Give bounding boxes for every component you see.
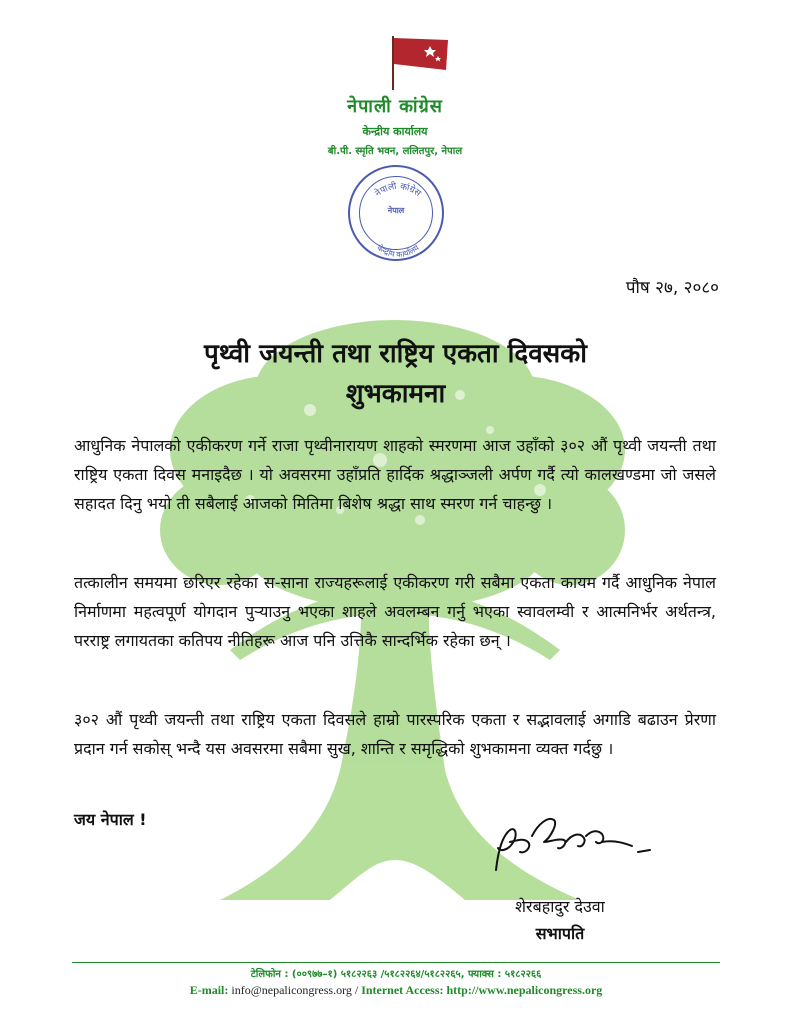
- body-paragraph-3: ३०२ औं पृथ्वी जयन्ती तथा राष्ट्रिय एकता दिवसले हाम्रो पारस्परिक एकता र सद्भावलाई अगाडि बढाउन प्रेरणा प्रदान गर्न सकोस् भन्दै यस अवसरमा सबैमा सुख, शान्ति र समृद्धिको शुभकामना व्यक्त गर्दछु ।: [74, 710, 716, 758]
- footer-divider: [72, 962, 720, 963]
- body-paragraph-2: तत्कालीन समयमा छरिएर रहेका स-साना राज्यहरूलाई एकीकरण गरी सबैमा एकता कायम गर्दै आधुनिक नेपाल निर्माणमा महत्वपूर्ण योगदान पुऱ्याउनु भएका शाहले अवलम्बन गर्नु भएका स्वावलम्वी र आत्मनिर्भर अर्थतन्त्र, परराष्ट्र लगायतका कतिपय नीतिहरू आज पनि उत्तिकै सान्दर्भिक रहेका छन् ।: [74, 573, 716, 650]
- office-address: बी.पी. स्मृति भवन, ललितपुर, नेपाल: [327, 146, 463, 157]
- stamp-center-text: नेपाल: [387, 206, 405, 215]
- svg-text:नेपाली कांग्रेस: [372, 180, 423, 200]
- stamp-top-text: नेपाली कांग्रेस: [373, 181, 423, 200]
- office-name: केन्द्रीय कार्यालय: [362, 125, 428, 138]
- footer-web-link[interactable]: http://www.nepalicongress.org: [446, 983, 603, 997]
- letter-title-line-2: शुभकामना: [345, 379, 446, 409]
- footer-contact: [72, 983, 720, 998]
- footer-separator: /: [351, 983, 362, 997]
- body-paragraph-1: आधुनिक नेपालको एकीकरण गर्ने राजा पृथ्वीनारायण शाहको स्मरणमा आज उहाँको ३०२ औं पृथ्वी जयन्ती तथा राष्ट्रिय एकता दिवस मनाइदैछ । यो अवसरमा उहाँप्रति हार्दिक श्रद्धाञ्जली अर्पण गर्दै त्यो कालखण्डमा जो जसले सहादत दिनु भयो ती सबैलाई आजको मितिमा बिशेष श्रद्धा साथ स्मरण गर्न चाहन्छु ।: [74, 436, 716, 513]
- footer-phone-fax: टेलिफोन : (००९७७–१) ५१८२२६३ /५१८२२६४/५१८२२६५, फ्याक्स : ५१८२२६६: [250, 969, 542, 980]
- svg-text:केन्द्रीय कार्यालय: [375, 242, 421, 259]
- letter-date: पौष २७, २०८०: [625, 278, 719, 298]
- handwritten-signature: [488, 812, 658, 874]
- letter-title-line-1: पृथ्वी जयन्ती तथा राष्ट्रिय एकता दिवसको: [204, 339, 587, 369]
- signer-title: सभापति: [535, 924, 585, 943]
- stamp-bottom-text: केन्द्रीय कार्यालय: [375, 243, 421, 260]
- footer-email-link[interactable]: info@nepalicongress.org: [231, 983, 352, 997]
- party-flag-logo: [388, 34, 452, 90]
- footer-email-label: E-mail:: [189, 983, 229, 997]
- office-stamp: [348, 165, 444, 261]
- organization-name: नेपाली कांग्रेस: [347, 96, 443, 117]
- footer-web-label: Internet Access:: [361, 983, 444, 997]
- closing-salutation: जय नेपाल !: [74, 810, 147, 829]
- signer-name: शेरबहादुर देउवा: [515, 897, 605, 916]
